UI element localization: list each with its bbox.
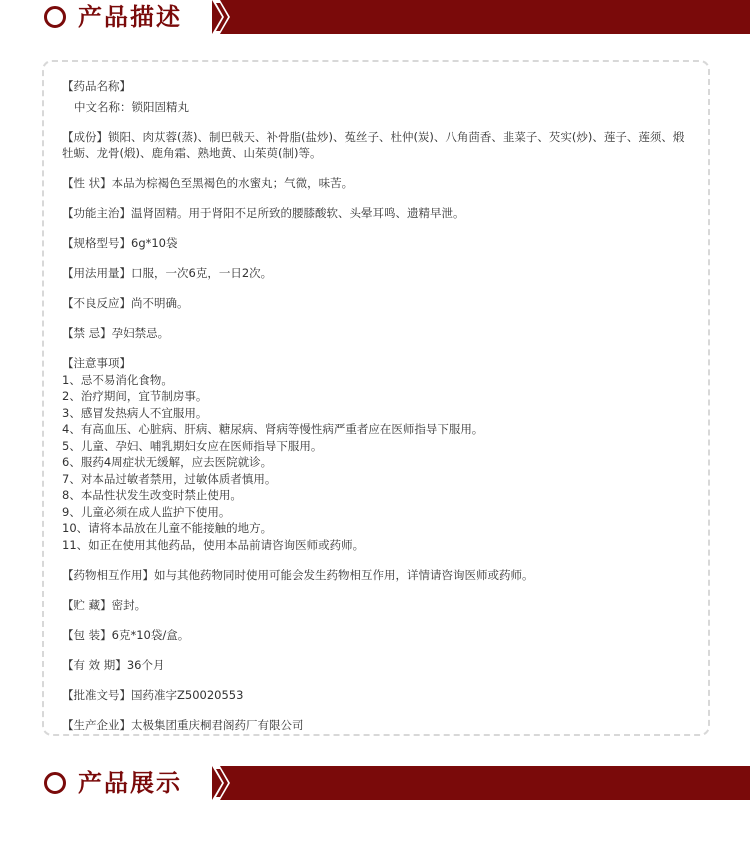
adverse-row (62, 295, 694, 312)
approval-label: 【批准文号】 (62, 687, 131, 702)
adverse-value: 尚不明确。 (131, 296, 189, 310)
appearance-row (62, 175, 694, 192)
ingredients-label: 【成份】 (62, 129, 108, 144)
approval-row (62, 687, 694, 704)
interaction-row (62, 567, 694, 584)
ingredients-row (62, 129, 694, 162)
manufacturer-label: 【生产企业】 (62, 717, 131, 732)
approval-value: 国药准字Z50020553 (131, 687, 244, 702)
list-item: 5、儿童、孕妇、哺乳期妇女应在医师指导下服用。 (62, 438, 323, 453)
section-title: 产品展示 (78, 768, 182, 797)
spec-row (62, 235, 694, 252)
section-title: 产品描述 (78, 2, 182, 31)
contra-label: 【禁 忌】 (62, 326, 112, 340)
package-label: 【包 装】 (62, 627, 112, 642)
circle-icon (44, 772, 66, 794)
product-info-panel (42, 60, 710, 736)
section-header-display (0, 766, 750, 800)
list-item: 3、感冒发热病人不宜服用。 (62, 405, 208, 420)
chinese-name: 中文名称：锁阳固精丸 (74, 99, 189, 114)
spec-label: 【规格型号】 (62, 236, 131, 250)
indication-value: 温肾固精。用于肾阳不足所致的腰膝酸软、头晕耳鸣、遗精早泄。 (131, 206, 465, 220)
spec-value: 6g*10袋 (131, 236, 178, 250)
list-item: 7、对本品过敏者禁用，过敏体质者慎用。 (62, 471, 277, 486)
contra-row (62, 325, 694, 342)
circle-icon (44, 6, 66, 28)
usage-label: 【用法用量】 (62, 266, 131, 280)
drug-name-block (62, 78, 694, 115)
interaction-label: 【药物相互作用】 (62, 567, 154, 582)
chevron-right-icon (212, 0, 230, 34)
list-item: 1、忌不易消化食物。 (62, 372, 173, 387)
list-item: 2、治疗期间，宜节制房事。 (62, 389, 208, 403)
list-item: 10、请将本品放在儿童不能接触的地方。 (62, 521, 273, 535)
package-row (62, 627, 694, 644)
indication-row (62, 205, 694, 222)
interaction-value: 如与其他药物同时使用可能会发生药物相互作用，详情请咨询医师或药师。 (154, 567, 534, 582)
usage-value: 口服，一次6克，一日2次。 (131, 266, 273, 280)
usage-row (62, 265, 694, 282)
manufacturer-value: 太极集团重庆桐君阁药厂有限公司 (131, 717, 304, 732)
indication-label: 【功能主治】 (62, 206, 131, 220)
expiry-value: 36个月 (126, 657, 165, 672)
ingredients-value: 锁阳、肉苁蓉(蒸)、制巴戟天、补骨脂(盐炒)、菟丝子、杜仲(炭)、八角茴香、韭菜子、芡实(炒)、莲子、莲须、煅牡蛎、龙骨(煅)、鹿角霜、熟地黄、山茱萸(制)等。 (62, 129, 685, 160)
package-value: 6克*10袋/盒。 (111, 627, 190, 642)
list-item: 9、儿童必须在成人监护下使用。 (62, 504, 231, 519)
storage-value: 密封。 (111, 597, 147, 612)
list-item: 11、如正在使用其他药品，使用本品前请咨询医师或药师。 (62, 537, 365, 552)
appearance-value: 本品为棕褐色至黑褐色的水蜜丸；气微，味苦。 (111, 176, 354, 190)
appearance-label: 【性 状】 (62, 176, 112, 190)
expiry-label: 【有 效 期】 (62, 657, 127, 672)
section-header-description (0, 0, 750, 34)
product-info-text (62, 78, 694, 747)
chevron-right-icon (212, 766, 230, 800)
storage-row (62, 597, 694, 614)
manufacturer-row (62, 717, 694, 734)
adverse-label: 【不良反应】 (62, 296, 131, 310)
notes-list (62, 372, 694, 554)
list-item: 6、服药4周症状无缓解，应去医院就诊。 (62, 455, 273, 469)
contra-value: 孕妇禁忌。 (111, 326, 170, 340)
drug-name-label: 【药品名称】 (62, 79, 131, 93)
expiry-row (62, 657, 694, 674)
list-item: 4、有高血压、心脏病、肝病、糖尿病、肾病等慢性病严重者应在医师指导下服用。 (62, 422, 484, 436)
list-item: 8、本品性状发生改变时禁止使用。 (62, 488, 242, 502)
storage-label: 【贮 藏】 (62, 597, 112, 612)
notes-label: 【注意事项】 (62, 356, 131, 370)
